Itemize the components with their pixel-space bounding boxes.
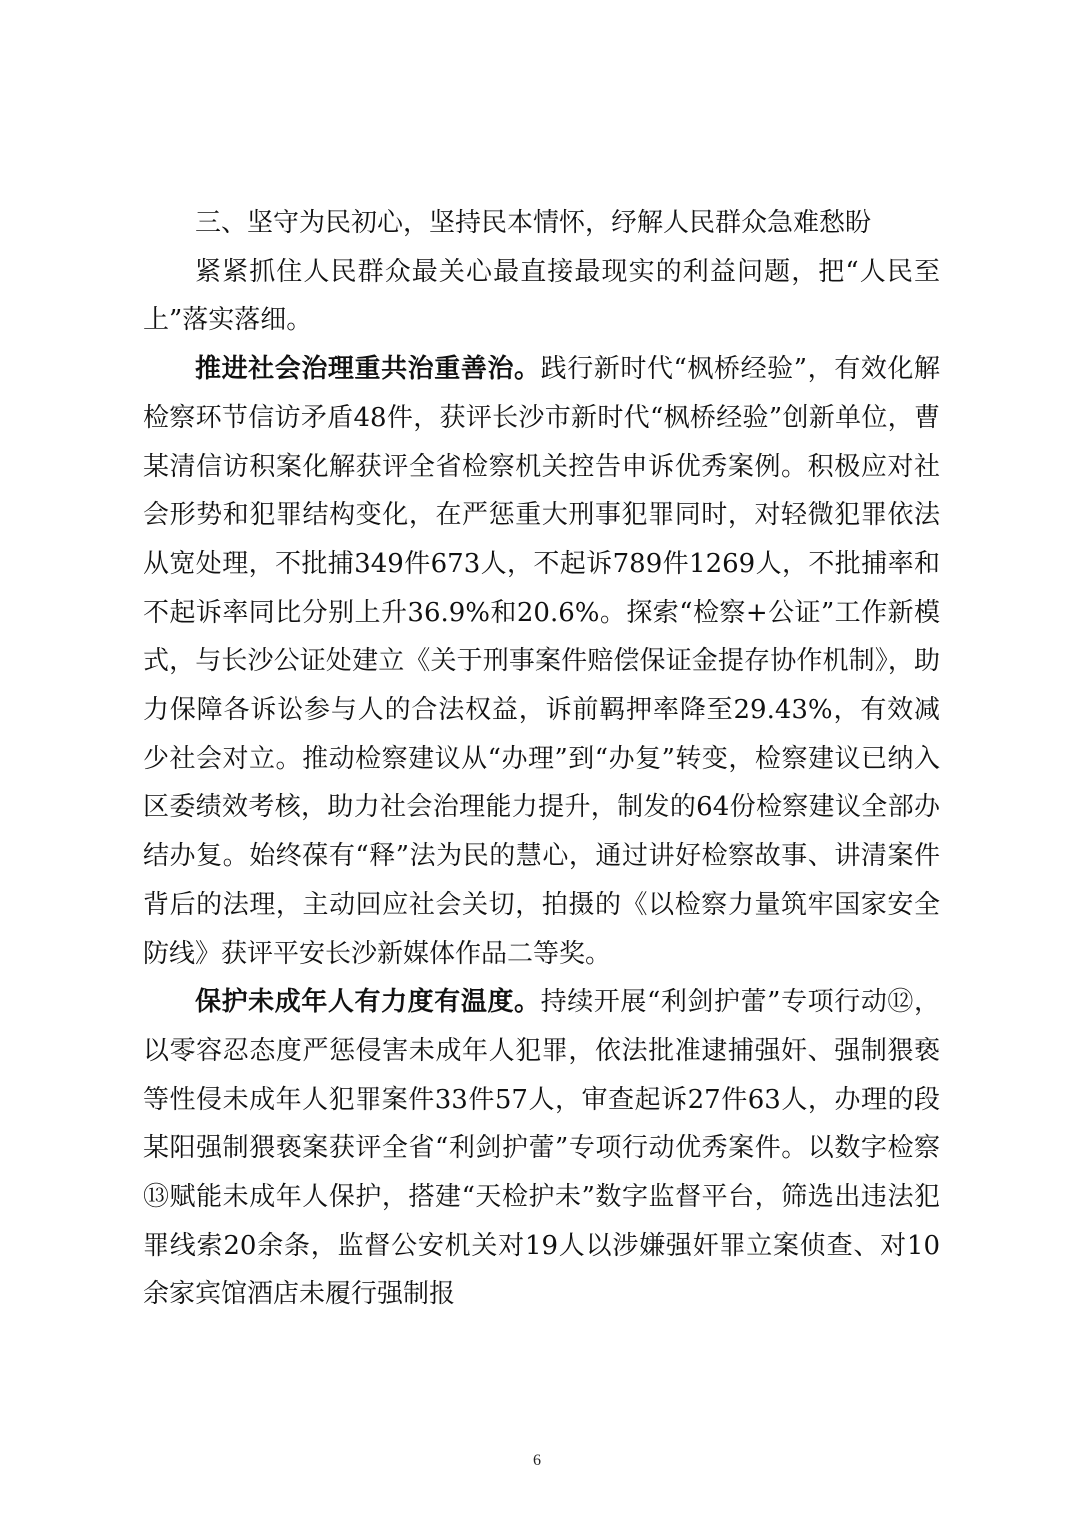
paragraph-body-minor-protection: 持续开展“利剑护蕾”专项行动⑫，以零容忍态度严惩侵害未成年人犯罪，依法批准逮捕强奸、强制猥亵等性侵未成年人犯罪案件33件57人，审查起诉27件63人，办理的段某阳强制猥亵案获评全省“利剑护蕾”专项行动优秀案件。以数字检察⑬赋能未成年人保护，搭建“天检护未”数字监督平台，筛选出违法犯罪线索20余条，监督公安机关对19人以涉嫌强奸罪立案侦查、对10余家宾馆酒店未履行强制报: [143, 987, 940, 1310]
body-text: [143, 199, 940, 1319]
paragraph-minor-protection: [143, 978, 940, 1319]
intro-paragraph: 紧紧抓住人民群众最关心最直接最现实的利益问题，把“人民至上”落实落细。: [143, 256, 940, 336]
page-number: 6: [533, 1452, 541, 1469]
paragraph-lead-minor-protection: 保护未成年人有力度有温度。: [195, 987, 541, 1018]
paragraph-social-governance: [143, 345, 940, 978]
section-heading: 三、坚守为民初心，坚持民本情怀，纾解人民群众急难愁盼: [195, 208, 872, 238]
paragraph-lead-social-governance: 推进社会治理重共治重善治。: [195, 354, 541, 385]
paragraph-body-social-governance: 践行新时代“枫桥经验”，有效化解检察环节信访矛盾48件，获评长沙市新时代“枫桥经验”创新单位，曹某清信访积案化解获评全省检察机关控告申诉优秀案例。积极应对社会形势和犯罪结构变化，在严惩重大刑事犯罪同时，对轻微犯罪依法从宽处理，不批捕349件673人，不起诉789件1269人，不批捕率和不起诉率同比分别上升36.9%和20.6%。探索“检察+公证”工作新模式，与长沙公证处建立《关于刑事案件赔偿保证金提存协作机制》，助力保障各诉讼参与人的合法权益，诉前羁押率降至29.43%，有效减少社会对立。推动检察建议从“办理”到“办复”转变，检察建议已纳入区委绩效考核，助力社会治理能力提升，制发的64份检察建议全部办结办复。始终葆有“释”法为民的慧心，通过讲好检察故事、讲清案件背后的法理，主动回应社会关切，拍摄的《以检察力量筑牢国家安全防线》获评平安长沙新媒体作品二等奖。: [143, 354, 940, 969]
